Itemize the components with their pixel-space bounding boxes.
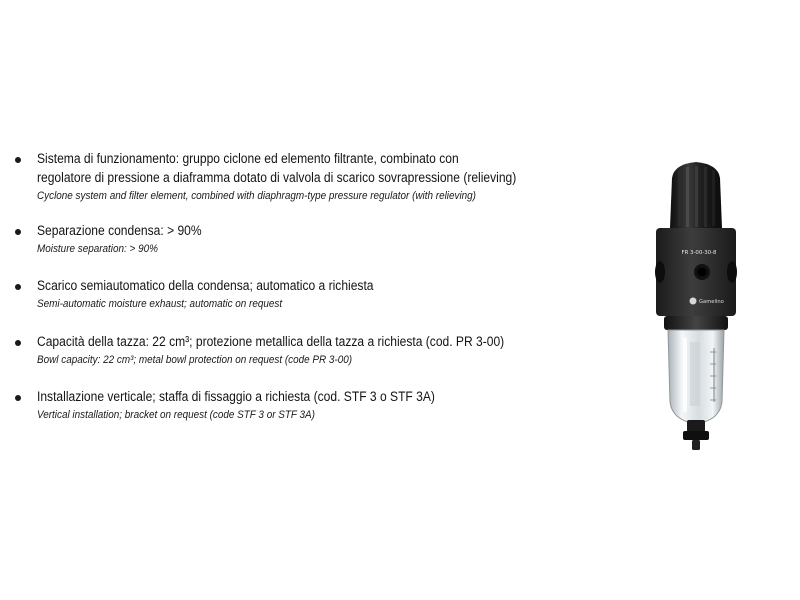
spec-text-it: Capacità della tazza: 22 cm³; protezione metallica della tazza a richiesta (cod. PR 3-00) bbox=[37, 334, 505, 350]
spec-item-operating-system bbox=[14, 150, 614, 204]
spec-list bbox=[14, 150, 614, 423]
spec-text-it: Installazione verticale; staffa di fissaggio a richiesta (cod. STF 3 o STF 3A) bbox=[37, 389, 435, 405]
product-image-filter-regulator bbox=[620, 152, 770, 462]
bullet-icon bbox=[15, 395, 21, 401]
spec-text-en: Vertical installation; bracket on request (code STF 3 or STF 3A) bbox=[37, 409, 315, 421]
drain-valve bbox=[683, 420, 709, 450]
bullet-icon bbox=[15, 157, 21, 163]
spec-text-it: Sistema di funzionamento: gruppo ciclone ed elemento filtrante, combinato con bbox=[37, 151, 459, 167]
transparent-bowl bbox=[668, 330, 724, 424]
spec-item-bowl-capacity bbox=[14, 333, 614, 368]
spec-text-en: Bowl capacity: 22 cm³; metal bowl protection on request (code PR 3-00) bbox=[37, 354, 353, 366]
spec-item-moisture-exhaust bbox=[14, 277, 614, 312]
bullet-icon bbox=[15, 284, 21, 290]
spec-item-moisture-separation bbox=[14, 222, 614, 257]
spec-text-en: Moisture separation: > 90% bbox=[37, 243, 158, 255]
regulator-body bbox=[655, 228, 737, 316]
spec-text-it: Scarico semiautomatico della condensa; automatico a richiesta bbox=[37, 278, 374, 294]
model-label: FR 3-00-30-8 bbox=[681, 250, 717, 256]
spec-text-en: Semi-automatic moisture exhaust; automatic on request bbox=[37, 298, 283, 310]
bullet-icon bbox=[15, 340, 21, 346]
spec-item-installation bbox=[14, 388, 614, 423]
spec-text-en: Cyclone system and filter element, combined with diaphragm-type pressure regulator (with relieving) bbox=[37, 190, 476, 202]
filter-regulator-illustration bbox=[620, 152, 770, 462]
spec-text-it: regolatore di pressione a diaframma dotato di valvola di scarico sovrapressione (relieving) bbox=[37, 170, 517, 186]
adjustment-knob bbox=[670, 162, 722, 228]
bowl-ring bbox=[664, 316, 728, 330]
spec-text-it: Separazione condensa: > 90% bbox=[37, 223, 202, 239]
brand-label: Gamelino bbox=[699, 299, 724, 305]
bullet-icon bbox=[15, 229, 21, 235]
